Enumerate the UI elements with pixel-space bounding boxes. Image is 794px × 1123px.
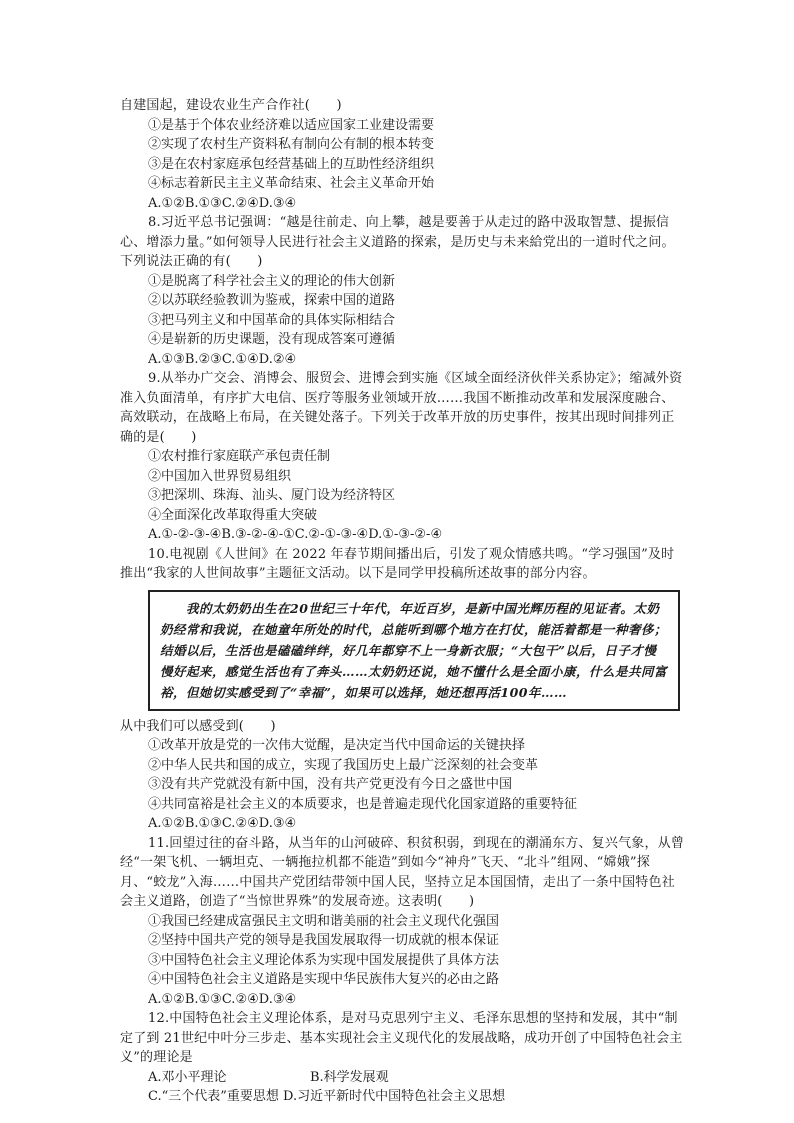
q10-story-text: 我的太奶奶出生在20世纪三十年代，年近百岁，是新中国光辉历程的见证者。太奶奶经常和我说，在她童年所处的时代，总能听到哪个地方在打仗，能活着都是一种奢侈；结婚以后，生活也是磕磕绊绊，好几年都穿不上一身新衣服；“大包干”以后，日子才慢慢好起来，感觉生活也有了奔头……太奶奶还说，她不懂什么是全面小康，什么是共同富裕，但她切实感受到了“幸福”，如果可以选择，她还想再活100年……: [160, 600, 668, 700]
q12-answer-b: B.科学发展观: [310, 1069, 389, 1085]
q12-answers-cd: C.“三个代表”重要思想 D.习近平新时代中国特色社会主义思想: [148, 1089, 506, 1104]
q7-option-3: ③是在农村家庭承包经营基础上的互助性经济组织: [148, 156, 435, 172]
q11-option-4: ④中国特色社会主义道路是实现中华民族伟大复兴的必由之路: [148, 972, 500, 987]
q10-answers: A.①②B.①③C.②④D.③④: [148, 816, 297, 831]
q8-option-1: ①是脱离了科学社会主义的理论的伟大创新: [148, 273, 396, 289]
q7-stem: 自建国起，建设农业生产合作社( ): [120, 98, 342, 113]
q10-option-1: ①改革开放是党的一次伟大觉醒，是决定当代中国命运的关键抉择: [148, 738, 526, 753]
page-content: [120, 96, 686, 1107]
q9-option-2: ②中国加入世界贸易组织: [148, 468, 292, 484]
q9-answers: A.①-②-③-④B.③-②-④-①C.②-①-③-④D.①-③-②-④: [148, 527, 443, 542]
q10-story-box: [148, 590, 680, 711]
q7-option-4: ④标志着新民主主义革命结束、社会主义革命开始: [148, 176, 435, 191]
q11-stem: 11.回望过往的奋斗路，从当年的山河破碎、积贫积弱，到现在的潮涌东方、复兴气象，从曾经“一架飞机、一辆坦克、一辆拖拉机都不能造”到如今“神舟”飞天、“北斗”组网、“嫦娥”探月、“蛟龙”入海……中国共产党团结带领中国人民，坚持立足本国国情，走出了一条中国特色社会主义道路，创造了“当惊世界殊”的发展奇迹。这表明( ): [120, 835, 685, 909]
q7-option-1: ①是基于个体农业经济难以适应国家工业建设需要: [148, 117, 435, 133]
q10-option-2: ②中华人民共和国的成立，实现了我国历史上最广泛深刻的社会变革: [148, 757, 539, 773]
q11-option-3: ③中国特色社会主义理论体系为实现中国发展提供了具体方法: [148, 952, 500, 968]
q12-stem: 12.中国特色社会主义理论体系，是对马克思列宁主义、毛泽东思想的坚持和发展，其中“制定了到 21世纪中叶分三步走、基本实现社会主义现代化的发展战略，成功开创了中国特色社会主义”的理论是: [120, 1011, 683, 1065]
q12-answers-ab: [120, 1068, 686, 1088]
q7-answers: A.①②B.①③C.②④D.③④: [148, 195, 297, 211]
q8-stem: 8.习近平总书记强调：“越是往前走、向上攀，越是要善于从走过的路中汲取智慧、提振信心、增添力量。”如何领导人民进行社会主义道路的探索，是历史与未来給党出的一道时代之问。下列说法正确的有( ): [120, 215, 675, 269]
q10-option-3: ③没有共产党就没有新中国，没有共产党更没有今日之盛世中国: [148, 777, 513, 792]
q10-stem: 10.电视剧《人世间》在 2022 年春节期间播出后，引发了观众情感共鸣。“学习强国”及时推出“我家的人世间故事”主题征文活动。以下是同学甲投稿所述故事的部分内容。: [120, 546, 675, 581]
q10-lead: 从中我们可以感受到( ): [120, 718, 276, 734]
q9-option-3: ③把深圳、珠海、汕头、厦门设为经济特区: [148, 488, 396, 503]
q7-option-2: ②实现了农村生产资料私有制向公有制的根本转变: [148, 137, 435, 152]
q8-option-4: ④是崭新的历史课题，没有现成答案可遵循: [148, 332, 396, 347]
q8-option-2: ②以苏联经验教训为鉴戒，探索中国的道路: [148, 293, 396, 308]
q8-answers: A.①③B.②③C.①④D.②④: [148, 351, 297, 367]
q11-answers: A.①②B.①③C.②④D.③④: [148, 991, 297, 1007]
q8-option-3: ③把马列主义和中国革命的具体实际相结合: [148, 312, 396, 328]
q10-option-4: ④共同富裕是社会主义的本质要求，也是普遍走现代化国家道路的重要特征: [148, 796, 578, 812]
q9-stem: 9.从举办广交会、消博会、服贸会、进博会到实施《区域全面经济伙伴关系协定》；缩减外资准入负面清单，有序扩大电信、医疗等服务业领域开放……我国不断推动改革和发展深度融合、高效联动，在战略上布局，在关键处落子。下列关于改革开放的历史事件，按其出现时间排列正确的是( ): [120, 371, 683, 445]
q12-answer-a: A.邓小平理论: [148, 1069, 227, 1085]
q9-option-1: ①农村推行家庭联产承包责任制: [148, 449, 331, 464]
q9-option-4: ④全面深化改革取得重大突破: [148, 507, 318, 523]
q11-option-2: ②坚持中国共产党的领导是我国发展取得一切成就的根本保证: [148, 933, 500, 948]
q11-option-1: ①我国已经建成富强民主文明和谐美丽的社会主义现代化强国: [148, 913, 500, 929]
